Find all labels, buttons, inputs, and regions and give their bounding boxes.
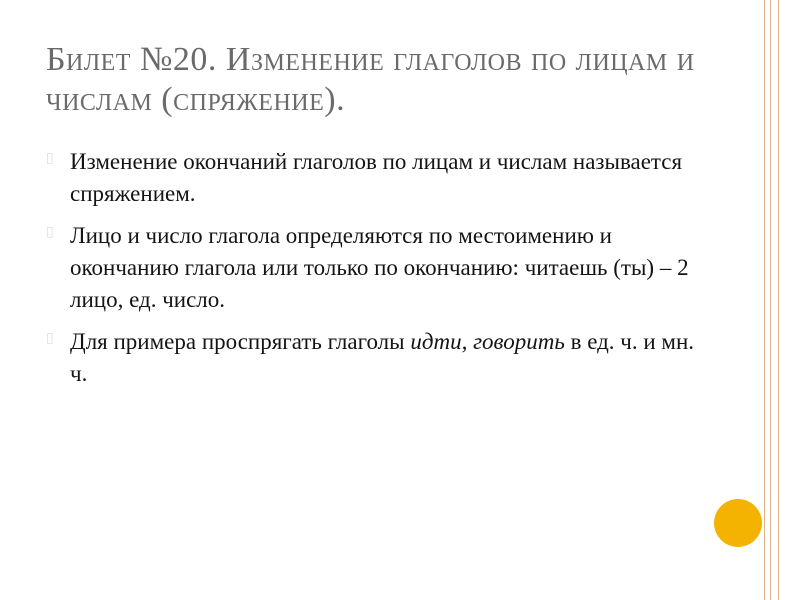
bullet-item-2 (46, 220, 696, 316)
bullet-text-before: Для примера проспрягать глаголы (70, 329, 411, 354)
bullet-item-1 (46, 146, 696, 210)
frame-line-right (778, 0, 779, 600)
bullet-text: Изменение окончаний глаголов по лицам и числам называется спряжением. (70, 149, 683, 206)
bullet-item-3 (46, 326, 696, 390)
bullet-icon: ▯ (46, 225, 54, 240)
slide-title: Билет №20. Изменение глаголов по лицам и числам (спряжение). (46, 41, 695, 118)
frame-line-left (764, 0, 765, 600)
bullet-text-after: в ед. ч. и мн. ч. (70, 329, 695, 386)
bullet-list (46, 146, 696, 400)
bullet-text: Лицо и число глагола определяются по местоимению и окончанию глагола или только по окончанию: читаешь (ты) – 2 лицо, ед. число. (70, 223, 689, 312)
bullet-icon: ▯ (46, 331, 54, 346)
accent-circle (714, 499, 762, 547)
bullet-icon: ▯ (46, 151, 54, 166)
frame-line-middle (770, 0, 771, 600)
example-verbs: идти, говорить (410, 329, 565, 354)
